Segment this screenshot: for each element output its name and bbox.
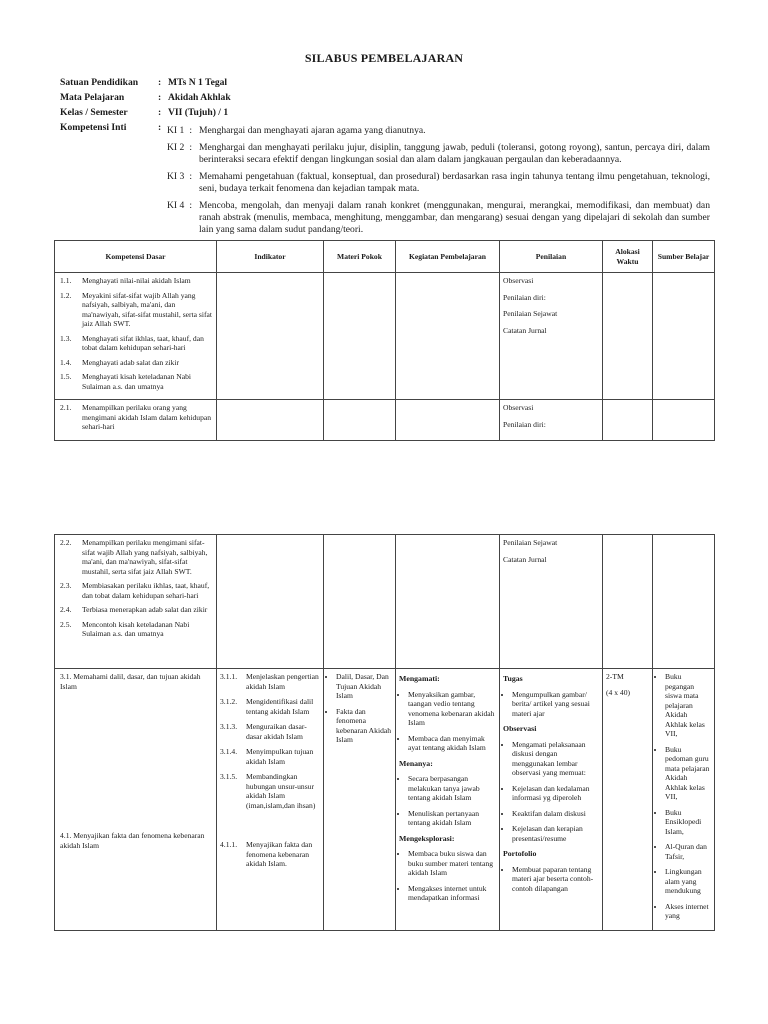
- list-item: 4.1.1. Menyajikan fakta dan fenomena kebenaran akidah Islam.: [220, 840, 313, 868]
- penilaian-cell: Observasi Penilaian diri:: [500, 400, 603, 441]
- syllabus-table-part1: [54, 240, 715, 441]
- list-item: • Akses internet yang: [665, 902, 711, 921]
- col-header: Alokasi Waktu: [603, 241, 653, 273]
- col-header: Kompetensi Dasar: [55, 241, 217, 273]
- info-row-satuan: Satuan Pendidikan : MTs N 1 Tegal: [60, 77, 228, 88]
- list-item: • Membaca dan menyimak ayat tentang akidah Islam: [408, 734, 496, 753]
- penilaian-cell: Tugas • Mengumpulkan gambar/ berita/ artikel yang sesuai materi ajar Observasi • Mengamati pelaksanaan diskusi dengan menggunakan lembar observasi yang memuat: • Kejelasan dan kedalaman informasi yg diperoleh • Keaktifan dalam diskusi • Kejelasan dan kerapian presentasi/resume Portofolio • Membuat paparan tentang materi ajar beserta contoh-contoh dilapangan: [500, 669, 603, 931]
- list-item: • Membaca buku siswa dan buku sumber materi tentang akidah Islam: [408, 849, 496, 878]
- col-header: Kegiatan Pembelajaran: [396, 241, 500, 273]
- list-item: 2.1. Menampilkan perilaku orang yang mengimani akidah Islam dalam kehidupan sehari-hari: [60, 403, 212, 431]
- list-item: • Kejelasan dan kerapian presentasi/resume: [512, 824, 599, 843]
- alokasi-cell: 2-TM (4 x 40): [603, 669, 653, 931]
- list-item: 1.4. Menghayati adab salat dan zikir: [60, 357, 179, 367]
- info-label: Satuan Pendidikan: [60, 77, 139, 88]
- info-value: MTs N 1 Tegal: [168, 77, 228, 88]
- list-item: • Buku pedoman guru mata pelajaran Akidah Akhlak kelas VII,: [665, 745, 711, 802]
- list-item: 1.3. Menghayati sifat ikhlas, taat, khauf, dan tobat dalam kehidupan sehari-hari: [60, 333, 204, 352]
- ki-item: KI 1 : Menghargai dan menghayati ajaran agama yang dianutnya.: [167, 125, 426, 136]
- penilaian-cell: Penilaian Sejawat Catatan Jurnal: [500, 535, 603, 669]
- col-header: Indikator: [217, 241, 324, 273]
- ki-item: KI 4 : Mencoba, mengolah, dan menyaji dalam ranah konkret (menggunakan, mengurai, merangkai, memodifikasi, dan membuat) dan ranah abstrak (menulis, membaca, menghitung, menggambar, dan mengarang) sesuai dengan yang dipelajari di sekolah dan sumber lain yang sama dalam sudut pandang/teori.: [167, 200, 710, 235]
- list-item: 3.1.1. Menjelaskan pengertian akidah Islam: [220, 672, 319, 691]
- col-header: Sumber Belajar: [653, 241, 715, 273]
- list-item: • Dalil, Dasar, Dan Tujuan Akidah Islam: [336, 672, 392, 701]
- kegiatan-cell: Mengamati: • Menyaksikan gambar, taangan vedio tentang venomena kebenaran akidah Islam • Membaca dan menyimak ayat tentang akidah Islam Menanya: • Secara berpasangan melakukan tanya jawab tentang akidah Islam • Menuliskan pertanyaan tentang akidah Islam Mengeksplorasi: • Membaca buku siswa dan buku sumber materi tentang akidah Islam • Mengakses internet untuk mendapatkan informasi: [396, 669, 500, 931]
- info-value: VII (Tujuh) / 1: [168, 107, 229, 118]
- table-row: [55, 669, 715, 931]
- list-item: 1.5. Menghayati kisah keteladanan Nabi Sulaiman a.s. dan umatnya: [60, 372, 192, 391]
- list-item: 2.3. Membiasakan perilaku ikhlas, taat, khauf, dan tobat dalam kehidupan sehari-hari: [60, 581, 210, 600]
- table-row: [55, 535, 715, 669]
- list-item: • Keaktifan dalam diskusi: [512, 809, 599, 819]
- indikator-cell: [217, 669, 324, 931]
- ki-item: KI 2 : Menghargai dan menghayati perilaku jujur, disiplin, tanggung jawab, peduli (toleransi, gotong royong), santun, percaya diri, dalam berinteraksi secara efektif dengan lingkungan sosial dan alam dalam jangkauan pergaulan dan keberadaannya.: [167, 142, 710, 165]
- list-item: • Fakta dan fenomena kebenaran Akidah Islam: [336, 707, 392, 745]
- info-label: Mata Pelajaran: [60, 92, 125, 103]
- table-row: [55, 273, 715, 400]
- list-item: • Secara berpasangan melakukan tanya jawab tentang akidah Islam: [408, 774, 496, 803]
- list-item: • Menyaksikan gambar, taangan vedio tentang venomena kebenaran akidah Islam: [408, 690, 496, 728]
- list-item: 3.1.2. Mengidentifikasi dalil tentang akidah Islam: [220, 697, 314, 716]
- list-item: 1.1. Menghayati nilai-nilai akidah Islam: [60, 276, 191, 285]
- table-row: [55, 400, 715, 441]
- list-item: • Buku Ensiklopedi Islam,: [665, 808, 711, 837]
- list-item: • Menuliskan pertanyaan tentang akidah Islam: [408, 809, 496, 828]
- info-row-ki: Kompetensi Inti :: [60, 122, 162, 133]
- sumber-cell: [653, 669, 715, 931]
- kd-cell: [55, 400, 217, 441]
- list-item: 3.1.5. Membandingkan hubungan unsur-unsur akidah Islam (iman,islam,dan ihsan): [220, 772, 316, 810]
- list-item: • Membuat paparan tentang materi ajar beserta contoh-contoh dilapangan: [512, 865, 599, 894]
- info-label: Kelas / Semester: [60, 107, 128, 118]
- ki-item: KI 3 : Memahami pengetahuan (faktual, konseptual, dan prosedural) berdasarkan rasa ingin tahunya tentang ilmu pengetahuan, teknologi, seni, budaya terkait fenomena dan kejadian tampak mata.: [167, 171, 710, 194]
- list-item: 2.2. Menampilkan perilaku mengimani sifat-sifat wajib Allah yang nafsiyah, salbiyah, ma'ani, dan ma'nawiyah, sifat-sifat mustahil, serta sifat jaiz Allah SWT.: [60, 538, 208, 576]
- syllabus-table-part2: [54, 534, 715, 931]
- info-label: Kompetensi Inti: [60, 122, 127, 133]
- col-header: Materi Pokok: [324, 241, 396, 273]
- kd-cell: [55, 273, 217, 400]
- kd-cell: 3.1. Memahami dalil, dasar, dan tujuan akidah Islam 4.1. Menyajikan fakta dan fenomena kebenaran akidah Islam: [55, 669, 217, 931]
- info-row-mapel: Mata Pelajaran : Akidah Akhlak: [60, 92, 231, 103]
- list-item: 2.5. Mencontoh kisah keteladanan Nabi Sulaiman a.s. dan umatnya: [60, 619, 190, 638]
- info-value: Akidah Akhlak: [168, 92, 231, 103]
- list-item: • Al-Quran dan Tafsir,: [665, 842, 711, 861]
- list-item: 3.1.3. Menguraikan dasar-dasar akidah Islam: [220, 722, 307, 741]
- list-item: 2.4. Terbiasa menerapkan adab salat dan zikir: [60, 605, 208, 614]
- list-item: • Buku pegangan siswa mata pelajaran Akidah Akhlak kelas VII,: [665, 672, 711, 739]
- list-item: • Mengumpulkan gambar/ berita/ artikel yang sesuai materi ajar: [512, 690, 599, 719]
- page-title: SILABUS PEMBELAJARAN: [304, 51, 464, 65]
- list-item: • Mengakses internet untuk mendapatkan informasi: [408, 884, 496, 903]
- table-header-row: [55, 241, 715, 273]
- ki-list: [167, 125, 710, 241]
- list-item: 3.1.4. Menyimpulkan tujuan akidah Islam: [220, 747, 314, 766]
- penilaian-cell: Observasi Penilaian diri: Penilaian Sejawat Catatan Jurnal: [500, 273, 603, 400]
- list-item: • Mengamati pelaksanaan diskusi dengan menggunakan lembar observasi yang memuat:: [512, 740, 599, 778]
- list-item: • Kejelasan dan kedalaman informasi yg diperoleh: [512, 784, 599, 803]
- list-item: • Lingkungan alam yang mendukung: [665, 867, 711, 896]
- col-header: Penilaian: [500, 241, 603, 273]
- kd-cell: [55, 535, 217, 669]
- info-row-kelas: Kelas / Semester : VII (Tujuh) / 1: [60, 107, 229, 118]
- list-item: 1.2. Meyakini sifat-sifat wajib Allah yang nafsiyah, salbiyah, ma'ani, dan ma'nawiyah, sifat-sifat mustahil, serta sifat jaiz Allah SWT.: [60, 290, 213, 328]
- materi-cell: [324, 669, 396, 931]
